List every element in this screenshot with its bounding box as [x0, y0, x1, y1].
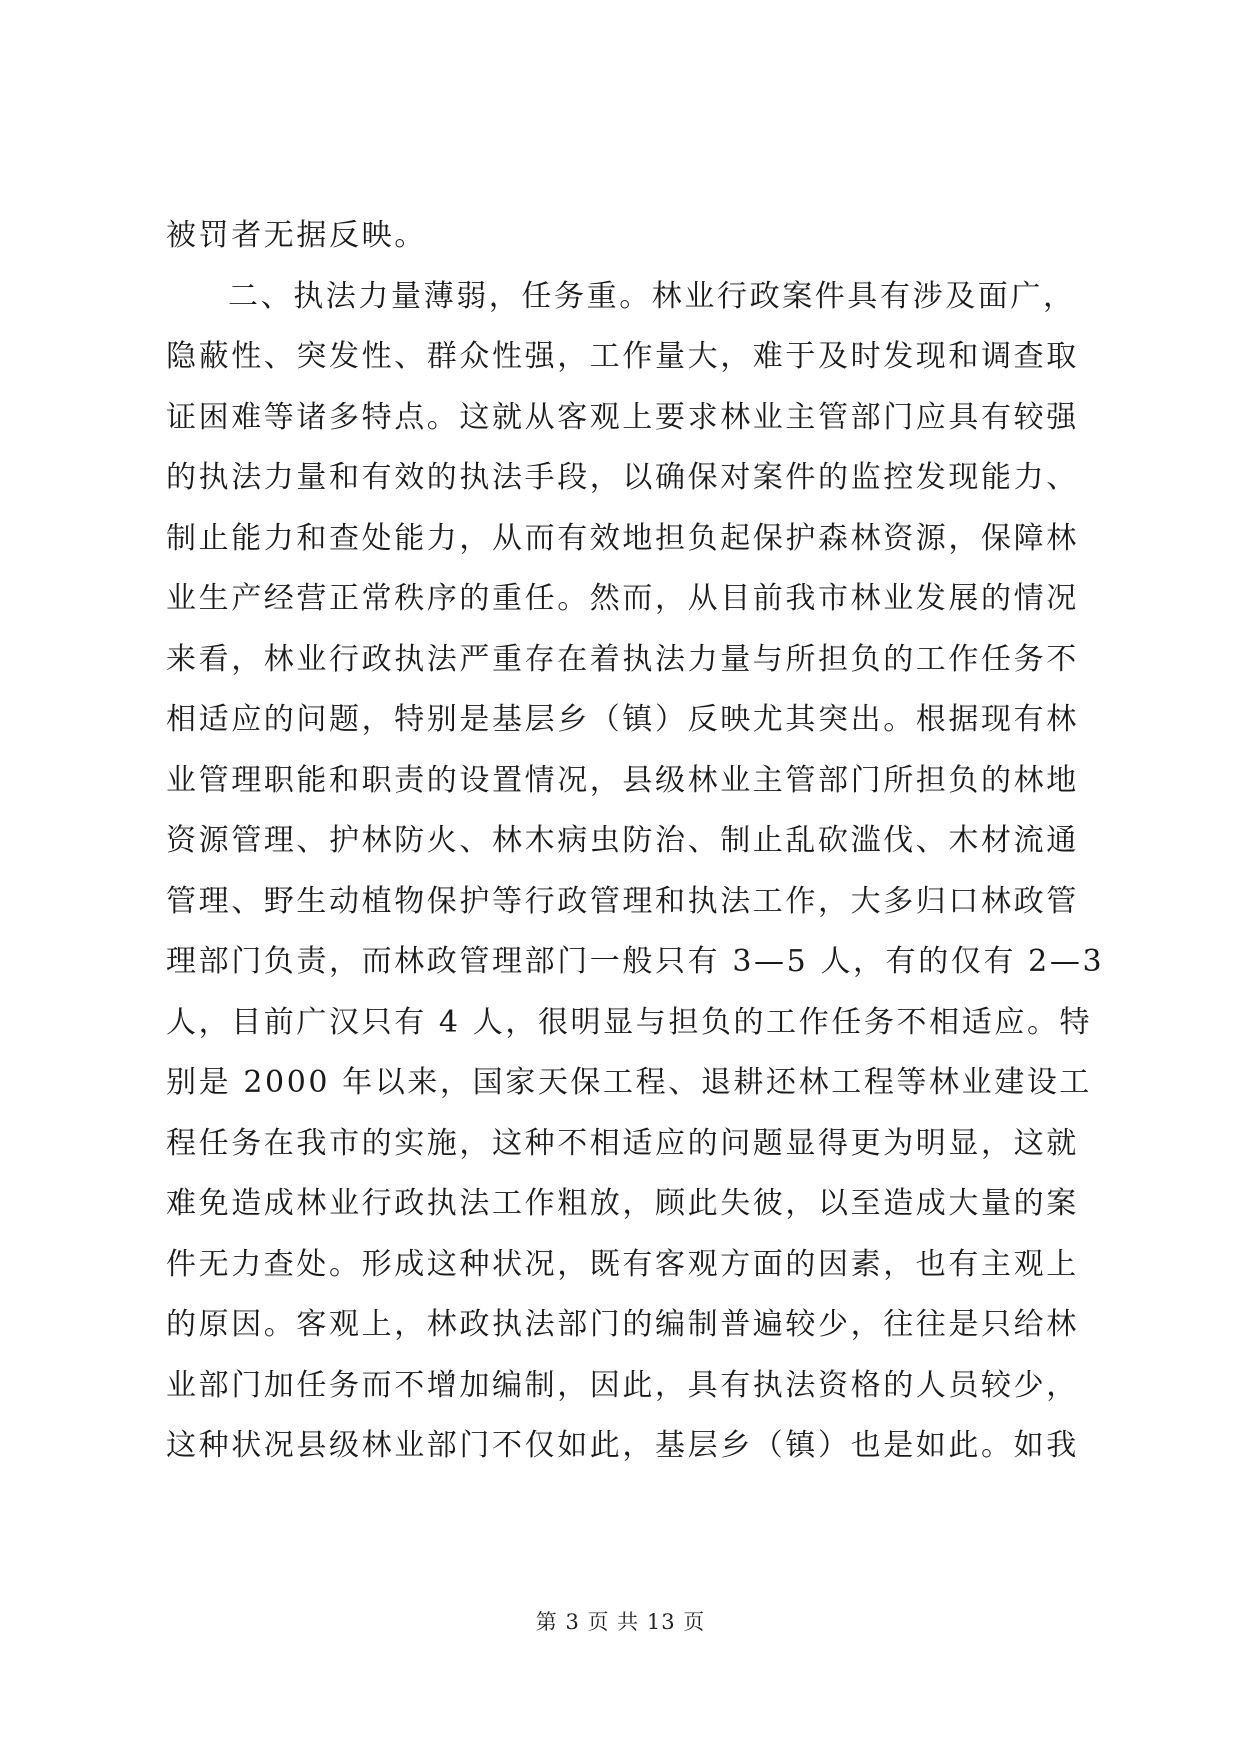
- text-line: 的原因。客观上，林政执法部门的编制普遍较少，往往是只给林: [166, 1307, 1079, 1342]
- text-line: 业管理职能和职责的设置情况，县级林业主管部门所担负的林地: [166, 762, 1079, 798]
- text-line: 件无力查处。形成这种状况，既有客观方面的因素，也有主观上: [166, 1246, 1079, 1282]
- text-line: 难免造成林业行政执法工作粗放，顾此失彼，以至造成大量的案: [166, 1186, 1079, 1221]
- text-line: 管理、野生动植物保护等行政管理和执法工作，大多归口林政管: [166, 883, 1079, 919]
- text-line: 相适应的问题，特别是基层乡（镇）反映尤其突出。根据现有林: [166, 702, 1079, 737]
- text-line: 程任务在我市的实施，这种不相适应的问题显得更为明显，这就: [166, 1125, 1079, 1161]
- text-line: 理部门负责，而林政管理部门一般只有 3—5 人，有的仅有 2—3: [166, 944, 1105, 979]
- text-line: 的执法力量和有效的执法手段，以确保对案件的监控发现能力、: [166, 460, 1079, 495]
- text-line: 别是 2000 年以来，国家天保工程、退耕还林工程等林业建设工: [166, 1065, 1093, 1100]
- text-line: 人，目前广汉只有 4 人，很明显与担负的工作任务不相适应。特: [166, 1004, 1093, 1040]
- text-line: 业生产经营正常秩序的重任。然而，从目前我市林业发展的情况: [166, 581, 1079, 616]
- text-line: 隐蔽性、突发性、群众性强，工作量大，难于及时发现和调查取: [166, 339, 1079, 374]
- text-line: 业部门加任务而不增加编制，因此，具有执法资格的人员较少，: [166, 1367, 1079, 1403]
- text-line: 这种状况县级林业部门不仅如此，基层乡（镇）也是如此。如我: [166, 1428, 1079, 1463]
- body-text: [166, 206, 1105, 1477]
- text-line: 证困难等诸多特点。这就从客观上要求林业主管部门应具有较强: [166, 399, 1079, 435]
- paragraph-start-line: 二、执法力量薄弱，任务重。林业行政案件具有涉及面广，: [228, 278, 1076, 314]
- text-line: 资源管理、护林防火、林木病虫防治、制止乱砍滥伐、木材流通: [166, 823, 1079, 858]
- text-line: 制止能力和查处能力，从而有效地担负起保护森林资源，保障林: [166, 520, 1079, 556]
- text-line: 来看，林业行政执法严重存在着执法力量与所担负的工作任务不: [166, 641, 1079, 677]
- page-number-footer: 第 3 页 共 13 页: [535, 1610, 706, 1634]
- text-line: 被罚者无据反映。: [166, 218, 427, 253]
